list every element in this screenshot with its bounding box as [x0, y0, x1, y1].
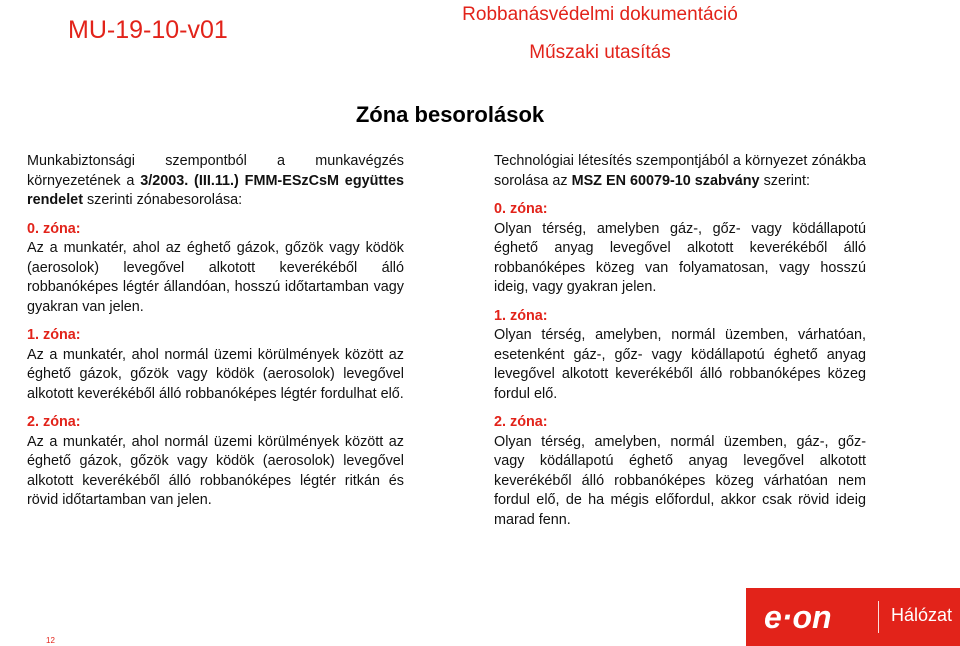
page-number: 12 — [46, 636, 55, 645]
right-intro-pre: Technológiai létesítés szempontjából a környezet zónákba sorolása az — [494, 153, 866, 189]
eon-logo-text: e·on — [764, 599, 832, 635]
header-subtitle: Műszaki utasítás — [529, 42, 671, 63]
page-title: Zóna besorolások — [355, 102, 545, 127]
left-column — [27, 152, 404, 511]
left-intro-pre: Munkabiztonsági szempontból a munkavégzés környezetének a — [27, 153, 404, 189]
right-intro — [494, 152, 866, 191]
right-intro-post: szerint: — [759, 172, 810, 189]
eon-logo — [760, 597, 872, 637]
right-zone-1-label: 1. zóna: — [494, 307, 548, 324]
right-zone-1-text: Olyan térség, amelyben, normál üzemben, várhatóan, esetenként gáz-, gőz- vagy ködállapotú éghető anyag levegővel alkotott keverékéből álló robbanóképes közeg fordul elő. — [494, 327, 866, 402]
eon-subtitle: Hálózat — [891, 605, 953, 625]
right-intro-standard: MSZ EN 60079-10 szabvány — [571, 172, 760, 189]
document-id: MU-19-10-v01 — [68, 16, 228, 44]
left-zone-1-label: 1. zóna: — [27, 327, 81, 343]
left-zone-0-label: 0. zóna: — [27, 220, 81, 237]
right-zone-0-label: 0. zóna: — [494, 201, 548, 217]
logo-divider — [878, 601, 879, 633]
right-zone-2-text: Olyan térség, amelyben, normál üzemben, gáz-, gőz- vagy ködállapotú éghető anyag levegővel alkotott keverékéből álló robbanóképes közeg várhatóan nem fordul elő, de ha mégis előfordul, akkor csak rövid ideig marad fenn. — [494, 433, 866, 528]
header-title: Robbanásvédelmi dokumentáció — [462, 4, 738, 25]
eon-brand-band — [746, 588, 960, 646]
left-zone-2-label: 2. zóna: — [27, 414, 81, 430]
left-intro-post: szerinti zónabesorolása: — [82, 192, 243, 208]
right-column — [494, 152, 866, 530]
left-zone-2-text: Az a munkatér, ahol normál üzemi körülmények között az éghető gázok, gőzök vagy ködök (aerosolok) levegővel alkotott keverékéből álló robbanóképes légtér ritkán és rövid időtartamban van jelen. — [27, 433, 404, 508]
right-zone-0-text: Olyan térség, amelyben gáz-, gőz- vagy ködállapotú éghető anyag levegővel alkotott keverékéből álló robbanóképes közeg van folyamatosan, vagy hosszú ideig, vagy gyakran jelen. — [494, 220, 866, 295]
right-zone-2-label: 2. zóna: — [494, 414, 548, 430]
left-intro — [27, 152, 404, 211]
left-intro-regulation: 3/2003. (III.11.) FMM-ESzCsM együttes rendelet — [27, 172, 404, 208]
left-zone-0-text: Az a munkatér, ahol az éghető gázok, gőzök vagy ködök (aerosolok) levegővel alkotott keverékéből álló robbanóképes légtér állandóan, hosszú időtartamban vagy gyakran van jelen. — [27, 240, 404, 315]
left-zone-1-text: Az a munkatér, ahol normál üzemi körülmények között az éghető gázok, gőzök vagy ködök (aerosolok) levegővel alkotott keverékéből álló robbanóképes légtér fordulhat elő. — [27, 346, 404, 402]
